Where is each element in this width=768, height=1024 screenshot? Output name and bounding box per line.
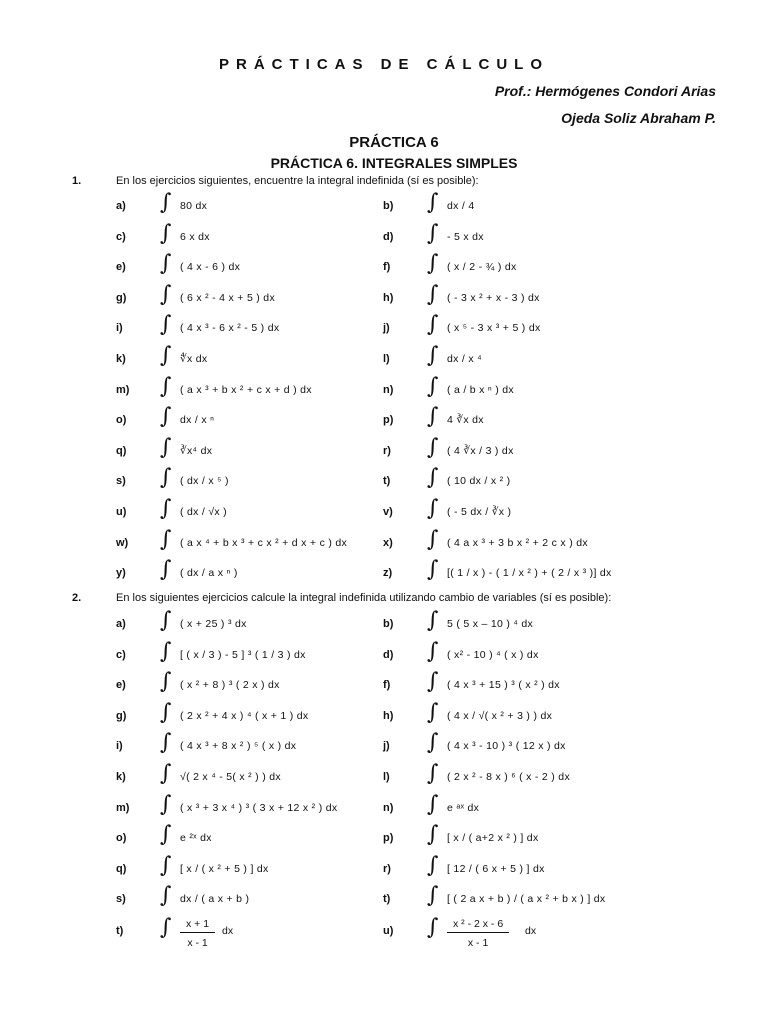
exercise-label: a) (116, 618, 126, 630)
integral-symbol: ∫ (427, 190, 439, 215)
integral-symbol: ∫ (427, 434, 439, 460)
exercise-expression: ( dx / a x ⁿ ) (180, 567, 238, 580)
integral-symbol: ∫ (160, 465, 172, 491)
fraction-numerator: x ² - 2 x - 6 (447, 918, 509, 933)
exercise-expression: dx / ( a x + b ) (180, 893, 250, 906)
exercise-expression: dx / x ⁴ (447, 353, 482, 365)
exercise-label: r) (383, 862, 391, 875)
exercise-label: m) (116, 801, 130, 814)
exercise-label: s) (116, 475, 126, 488)
integral-symbol: ∫ (160, 343, 172, 368)
integral-symbol: ∫ (160, 220, 172, 246)
exercise-expression: ( 10 dx / x ² ) (447, 475, 511, 488)
exercise-label: n) (383, 383, 394, 396)
integral-symbol: ∫ (427, 669, 439, 695)
integral-symbol: ∫ (427, 608, 439, 633)
exercise-label: m) (116, 383, 130, 396)
integral-symbol: ∫ (160, 526, 172, 552)
exercise-expression: ( 4 x ³ + 15 ) ³ ( x ² ) dx (447, 679, 560, 692)
exercise-expression: dx / 4 (447, 200, 475, 212)
integral-symbol: ∫ (160, 730, 172, 756)
exercise-label: r) (383, 444, 391, 457)
exercise-label: t) (116, 925, 124, 937)
section-1-instruction: En los ejercicios siguientes, encuentre la integral indefinida (sí es posible): (116, 175, 479, 187)
integral-symbol: ∫ (160, 791, 172, 817)
fraction-dx: dx (222, 925, 234, 937)
integral-symbol: ∫ (160, 190, 172, 215)
exercise-expression: dx / x ⁿ (180, 414, 215, 427)
integral-symbol: ∫ (160, 669, 172, 695)
exercise-label: q) (116, 862, 127, 875)
exercise-expression: ( 4 x - 6 ) dx (180, 261, 241, 274)
integral-symbol: ∫ (427, 251, 439, 277)
exercise-label: l) (383, 771, 390, 783)
section-2-instruction: En los siguientes ejercicios calcule la integral indefinida utilizando cambio de variables (sí es posible): (116, 592, 612, 604)
exercise-label: j) (383, 740, 390, 753)
exercise-expression: ( 6 x ² - 4 x + 5 ) dx (180, 291, 275, 304)
exercise-label: d) (383, 230, 394, 243)
exercise-label: o) (116, 414, 127, 427)
exercise-expression: ( x / 2 - ¾ ) dx (447, 261, 517, 274)
exercise-expression: ( 4 a x ³ + 3 b x ² + 2 c x ) dx (447, 536, 588, 549)
integral-symbol: ∫ (427, 496, 439, 521)
integral-symbol: ∫ (427, 883, 439, 909)
integral-symbol: ∫ (427, 761, 439, 786)
exercise-expression: ( 4 x ³ + 8 x ² ) ⁵ ( x ) dx (180, 740, 297, 753)
exercise-label: e) (116, 679, 126, 692)
integral-symbol: ∫ (427, 852, 439, 878)
exercise-label: x) (383, 536, 393, 549)
integral-symbol: ∫ (160, 434, 172, 460)
fraction (447, 918, 509, 949)
integral-symbol: ∫ (160, 281, 172, 307)
exercise-label: i) (116, 740, 123, 753)
exercise-label: d) (383, 648, 394, 661)
integral-symbol: ∫ (160, 557, 172, 583)
exercise-label: v) (383, 506, 393, 518)
exercise-expression: ∛x⁴ dx (180, 444, 213, 457)
exercise-expression: e ᵃˣ dx (447, 801, 480, 814)
exercise-label: a) (116, 200, 126, 212)
exercise-label: t) (383, 475, 391, 488)
exercise-expression: ( dx / x ⁵ ) (180, 475, 229, 488)
exercise-label: h) (383, 709, 394, 722)
integral-symbol: ∫ (427, 730, 439, 756)
integral-symbol: ∫ (427, 281, 439, 307)
practice-title: PRÁCTICA 6. INTEGRALES SIMPLES (270, 155, 518, 171)
fraction-dx: dx (525, 925, 537, 937)
exercise-label: u) (116, 506, 127, 518)
integral-symbol: ∫ (427, 699, 439, 725)
integral-symbol: ∫ (427, 526, 439, 552)
integral-symbol: ∫ (160, 915, 172, 940)
exercise-expression: e ²ˣ dx (180, 832, 212, 845)
integral-symbol: ∫ (427, 404, 439, 430)
exercise-label: k) (116, 353, 126, 365)
exercise-label: g) (116, 709, 127, 722)
professor-name: Prof.: Hermógenes Condori Arias (494, 83, 716, 99)
exercise-expression: - 5 x dx (447, 230, 484, 243)
document-title: PRÁCTICAS DE CÁLCULO (219, 56, 549, 73)
integral-symbol: ∫ (427, 791, 439, 817)
exercise-label: o) (116, 832, 127, 845)
exercise-label: c) (116, 230, 126, 243)
exercise-expression: [ x / ( x ² + 5 ) ] dx (180, 862, 269, 875)
exercise-label: u) (383, 925, 394, 937)
integral-symbol: ∫ (427, 465, 439, 491)
exercise-expression: [ ( x / 3 ) - 5 ] ³ ( 1 / 3 ) dx (180, 648, 306, 661)
integral-symbol: ∫ (160, 373, 172, 399)
exercise-label: z) (383, 567, 393, 580)
exercise-expression: ( x² - 10 ) ⁴ ( x ) dx (447, 648, 539, 661)
exercise-expression: ( 4 ∛x / 3 ) dx (447, 444, 514, 457)
exercise-expression: ( x ³ + 3 x ⁴ ) ³ ( 3 x + 12 x ² ) dx (180, 801, 338, 814)
exercise-label: q) (116, 444, 127, 457)
exercise-label: y) (116, 567, 126, 580)
exercise-label: w) (116, 536, 129, 549)
exercise-expression: 6 x dx (180, 230, 210, 243)
integral-symbol: ∫ (427, 638, 439, 664)
exercise-expression: 80 dx (180, 200, 208, 212)
exercise-expression: ( 2 x ² + 4 x ) ⁴ ( x + 1 ) dx (180, 709, 309, 722)
integral-symbol: ∫ (160, 404, 172, 430)
exercise-label: i) (116, 322, 123, 335)
integral-symbol: ∫ (427, 343, 439, 368)
exercise-expression: 5 ( 5 x – 10 ) ⁴ dx (447, 618, 534, 630)
exercise-expression: [ x / ( a+2 x ² ) ] dx (447, 832, 539, 845)
integral-symbol: ∫ (160, 608, 172, 633)
exercise-label: j) (383, 322, 390, 335)
exercise-expression: ( x + 25 ) ³ dx (180, 618, 247, 630)
fraction-denominator: x - 1 (467, 937, 489, 949)
integral-symbol: ∫ (160, 699, 172, 725)
integral-symbol: ∫ (427, 557, 439, 583)
integral-symbol: ∫ (160, 251, 172, 277)
exercise-expression: ( a x ³ + b x ² + c x + d ) dx (180, 383, 312, 396)
exercise-expression: ( a / b x ⁿ ) dx (447, 383, 514, 396)
exercise-expression: √( 2 x ⁴ - 5( x ² ) ) dx (180, 771, 281, 783)
exercise-label: b) (383, 618, 394, 630)
exercise-expression: ( - 5 dx / ∛x ) (447, 506, 512, 518)
integral-symbol: ∫ (160, 312, 172, 338)
exercise-label: b) (383, 200, 394, 212)
integral-symbol: ∫ (160, 496, 172, 521)
exercise-expression: ( 2 x ² - 8 x ) ⁶ ( x - 2 ) dx (447, 771, 570, 783)
exercise-expression: ( - 3 x ² + x - 3 ) dx (447, 291, 540, 304)
integral-symbol: ∫ (160, 822, 172, 848)
integral-symbol: ∫ (160, 761, 172, 786)
exercise-expression: ( dx / √x ) (180, 506, 227, 518)
exercise-label: n) (383, 801, 394, 814)
exercise-expression: [ ( 2 a x + b ) / ( a x ² + b x ) ] dx (447, 893, 606, 906)
exercise-expression: ( 4 x ³ - 6 x ² - 5 ) dx (180, 322, 280, 335)
student-name: Ojeda Soliz Abraham P. (561, 110, 716, 126)
exercise-expression: [ 12 / ( 6 x + 5 ) ] dx (447, 862, 545, 875)
integral-symbol: ∫ (160, 638, 172, 664)
integral-symbol: ∫ (427, 220, 439, 246)
exercise-label: g) (116, 291, 127, 304)
exercise-expression: ( 4 x / √( x ² + 3 ) ) dx (447, 709, 553, 722)
fraction-denominator: x - 1 (187, 937, 208, 949)
exercise-label: h) (383, 291, 394, 304)
exercise-expression: ( x ² + 8 ) ³ ( 2 x ) dx (180, 679, 280, 692)
exercise-label: l) (383, 353, 390, 365)
integral-symbol: ∫ (160, 883, 172, 909)
integral-symbol: ∫ (427, 915, 439, 940)
section-2-number: 2. (72, 592, 82, 604)
exercise-label: f) (383, 261, 391, 274)
exercise-label: e) (116, 261, 126, 274)
exercise-expression: ( a x ⁴ + b x ³ + c x ² + d x + c ) dx (180, 536, 348, 549)
exercise-label: k) (116, 771, 126, 783)
exercise-label: t) (383, 893, 391, 906)
exercise-label: f) (383, 679, 391, 692)
exercise-expression: ( 4 x ³ - 10 ) ³ ( 12 x ) dx (447, 740, 566, 753)
fraction-numerator: x + 1 (180, 918, 215, 933)
section-1-number: 1. (72, 175, 82, 187)
integral-symbol: ∫ (427, 312, 439, 338)
practice-number: PRÁCTICA 6 (349, 134, 439, 151)
exercise-expression: 4 ∛x dx (447, 414, 484, 427)
exercise-label: p) (383, 414, 394, 427)
exercise-expression: [( 1 / x ) - ( 1 / x ² ) + ( 2 / x ³ )] dx (447, 567, 612, 580)
integral-symbol: ∫ (427, 373, 439, 399)
exercise-expression: ∜x dx (180, 353, 208, 365)
exercise-label: p) (383, 832, 394, 845)
exercise-label: c) (116, 648, 126, 661)
exercise-label: s) (116, 893, 126, 906)
integral-symbol: ∫ (160, 852, 172, 878)
integral-symbol: ∫ (427, 822, 439, 848)
exercise-expression: ( x ⁵ - 3 x ³ + 5 ) dx (447, 322, 541, 335)
fraction (180, 918, 215, 949)
